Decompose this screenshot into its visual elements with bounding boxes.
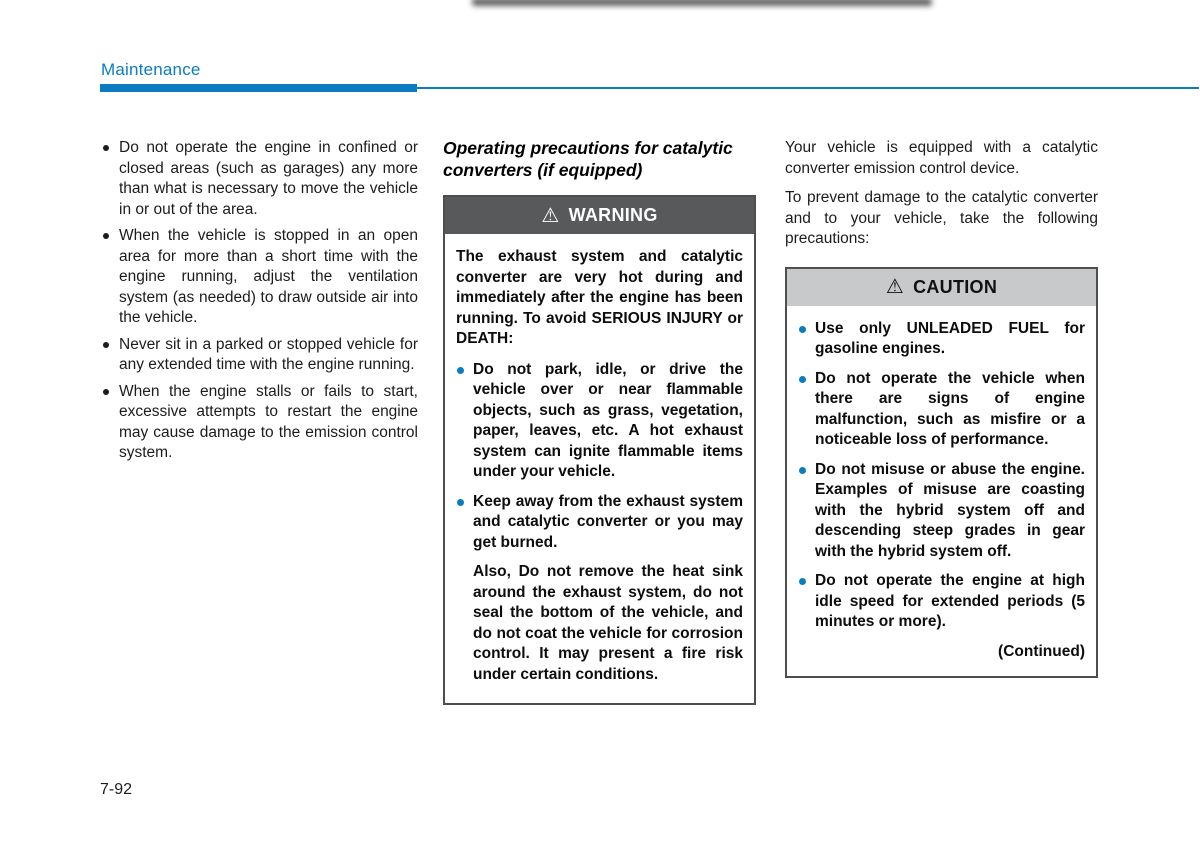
caution-list-item-text: Do not operate the vehicle when there are signs of engine malfunction, such as misfire or a noticeable loss of performance. (815, 369, 1085, 448)
caution-list-item (798, 460, 1085, 563)
warning-list-item-text: Keep away from the exhaust system and catalytic converter or you may get burned. (473, 492, 743, 551)
header-rule-thin (417, 87, 1199, 89)
article-heading: Operating precautions for catalytic converters (if equipped) (443, 138, 733, 180)
bullet-icon (799, 376, 806, 383)
body-paragraph: Your vehicle is equipped with a catalytic converter emission control device. (785, 139, 1098, 177)
bullet-icon (103, 145, 109, 151)
page-number: 7-92 (100, 781, 133, 798)
caution-box (785, 267, 1098, 679)
caution-box-header (787, 269, 1096, 306)
caution-icon: ⚠ (885, 276, 905, 298)
bullet-icon (457, 367, 464, 374)
caution-list-item (798, 319, 1085, 360)
caution-title: CAUTION (913, 276, 998, 297)
bullet-icon (799, 578, 806, 585)
caution-list-item (798, 369, 1085, 451)
warning-intro: The exhaust system and catalytic converter are very hot during and immediately after the engine has been running. To avoid SERIOUS INJURY or DEATH: (456, 248, 743, 347)
header-rule-thick (100, 84, 417, 92)
section-title: Maintenance (101, 60, 201, 79)
warning-extra-paragraph: Also, Do not remove the heat sink around the exhaust system, do not seal the bottom of the vehicle, and do not coat the vehicle for corrosion control. It may present a fire risk under certain conditions. (473, 563, 743, 683)
warning-list-item-text: Do not park, idle, or drive the vehicle over or near flammable objects, such as grass, vegetation, paper, leaves, etc. A hot exhaust system can ignite flammable items under your vehicle. (473, 360, 743, 480)
right-column (785, 138, 1098, 678)
middle-column (443, 138, 756, 705)
warning-box (443, 195, 756, 705)
caution-list-item (798, 571, 1085, 633)
bullet-icon (799, 326, 806, 333)
bullet-icon (457, 499, 464, 506)
warning-box-body (445, 234, 754, 703)
warning-list-item (456, 492, 743, 554)
list-item (100, 226, 418, 329)
bullet-icon (103, 342, 109, 348)
caution-list-item-text: Do not operate the engine at high idle speed for extended periods (5 minutes or more). (815, 572, 1085, 630)
caution-box-body (787, 306, 1096, 677)
left-column (100, 138, 418, 470)
continued-label: (Continued) (998, 642, 1085, 660)
list-item-text: Do not operate the engine in confined or closed areas (such as garages) any more than what is necessary to move the vehicle in or out of the area. (119, 139, 418, 218)
caution-list-item-text: Use only UNLEADED FUEL for gasoline engines. (815, 319, 1085, 357)
warning-icon: ⚠ (541, 204, 560, 227)
list-item-text: Never sit in a parked or stopped vehicle for any extended time with the engine running. (119, 335, 418, 373)
warning-list-item (456, 360, 743, 483)
list-item (100, 138, 418, 220)
list-item-text: When the engine stalls or fails to start, excessive attempts to restart the engine may cause damage to the emission control system. (119, 382, 418, 461)
bullet-icon (103, 233, 109, 239)
list-item-text: When the vehicle is stopped in an open area for more than a short time with the engine running, adjust the ventilation system (as needed) to draw outside air into the vehicle. (119, 227, 418, 326)
warning-box-header (445, 197, 754, 234)
bullet-icon (799, 467, 806, 474)
blurred-watermark-strip (472, 0, 932, 6)
list-item (100, 335, 418, 376)
body-paragraph: To prevent damage to the catalytic converter and to your vehicle, take the following precautions: (785, 189, 1098, 247)
warning-title: WARNING (568, 205, 658, 225)
caution-list-item-text: Do not misuse or abuse the engine. Examples of misuse are coasting with the hybrid system off and descending steep grades in gear with the hybrid system off. (815, 460, 1085, 560)
list-item (100, 382, 418, 464)
bullet-icon (103, 389, 109, 395)
